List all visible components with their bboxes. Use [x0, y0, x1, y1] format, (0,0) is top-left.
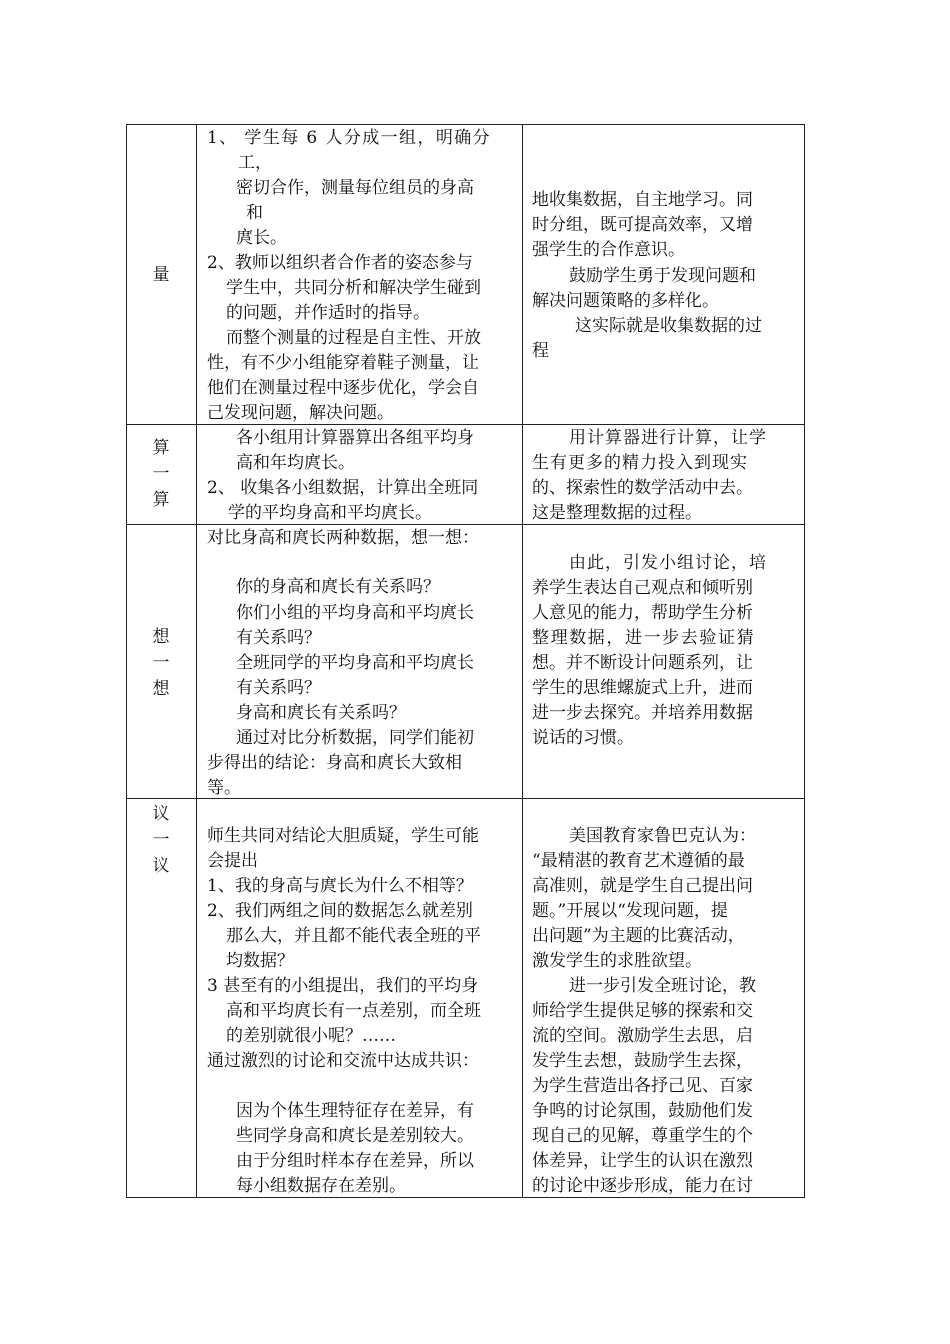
- note-line: 这是整理数据的过程。: [532, 503, 702, 523]
- content-line: 的差别就很小呢？……: [226, 1026, 396, 1046]
- content-line: 学的平均身高和平均庹长。: [228, 503, 432, 523]
- note-line: 现自己的见解，尊重学生的个: [532, 1126, 753, 1146]
- content-line: 2、我们两组之间的数据怎么就差别: [207, 901, 473, 921]
- content-line: 你的身高和庹长有关系吗？: [236, 577, 440, 597]
- note-line: 高准则，就是学生自己提出问: [532, 876, 753, 896]
- note-line: 体差异，让学生的认识在激烈: [532, 1151, 753, 1171]
- row-label-char: 想: [152, 627, 170, 647]
- note-line: 这实际就是收集数据的过: [575, 316, 762, 336]
- row-label: [127, 801, 195, 879]
- note-line: 争鸣的讨论氛围，鼓励他们发: [532, 1101, 753, 1121]
- content-line: 他们在测量过程中逐步优化，学会自: [207, 378, 479, 398]
- note-line: 出问题”为主题的比赛活动，: [532, 926, 745, 946]
- row-label-char: 议: [152, 856, 170, 876]
- content-line: 和: [246, 203, 263, 223]
- content-line: 己发现问题，解决问题。: [207, 403, 394, 423]
- note-line: 时分组，既可提高效率，又增: [532, 215, 753, 235]
- row-label-char: 一: [152, 653, 170, 673]
- row-label-char: 想: [152, 679, 170, 699]
- content-line: 的问题，并作适时的指导。: [226, 303, 430, 323]
- content-line: 均数据？: [226, 951, 294, 971]
- row-label-char: 一: [152, 464, 170, 484]
- note-line: 师给学生提供足够的探索和交: [532, 1001, 753, 1021]
- content-line: 高和年均庹长。: [236, 453, 355, 473]
- content-line: 密切合作，测量每位组员的身高: [236, 178, 474, 198]
- note-line: 地收集数据，自主地学习。同: [532, 190, 753, 210]
- content-line: 等。: [207, 778, 241, 798]
- content-line: 由于分组时样本存在差异，所以: [236, 1151, 474, 1171]
- content-line: 步得出的结论：身高和庹长大致相: [207, 753, 462, 773]
- content-line: 性，有不少小组能穿着鞋子测量，让: [207, 353, 479, 373]
- table-border-right: [804, 124, 805, 1198]
- content-line: 1、 学生每 6 人分成一组，明确分: [207, 128, 492, 148]
- content-line: 而整个测量的过程是自主性、开放: [226, 328, 481, 348]
- column-divider: [522, 124, 523, 1198]
- content-line: 那么大，并且都不能代表全班的平: [226, 926, 481, 946]
- content-line: 通过激烈的讨论和交流中达成共识：: [207, 1051, 479, 1071]
- row-label-char: 议: [152, 804, 170, 824]
- content-line: 你们小组的平均身高和平均庹长: [236, 603, 474, 623]
- content-line: 学生中，共同分析和解决学生碰到: [226, 278, 481, 298]
- note-line: 的、探索性的数学活动中去。: [532, 478, 753, 498]
- note-line: 发学生去想，鼓励学生去探，: [532, 1051, 753, 1071]
- note-line: 整理数据，进一步去验证猜: [532, 628, 756, 648]
- content-line: 有关系吗？: [236, 678, 321, 698]
- note-line: 说话的习惯。: [532, 728, 634, 748]
- row-label-char: 量: [152, 265, 170, 285]
- content-line: 2、 收集各小组数据，计算出全班同: [207, 478, 479, 498]
- note-line: 解决问题策略的多样化。: [532, 291, 719, 311]
- content-line: 对比身高和庹长两种数据，想一想：: [207, 528, 479, 548]
- note-line: 进一步去探究。并培养用数据: [532, 703, 753, 723]
- note-line: 由此，引发小组讨论，培: [569, 553, 767, 573]
- content-line: 3 甚至有的小组提出，我们的平均身: [207, 976, 479, 996]
- note-line: “最精湛的教育艺术遵循的最: [532, 851, 745, 871]
- content-line: 每小组数据存在差别。: [236, 1176, 406, 1196]
- content-line: 各小组用计算器算出各组平均身: [236, 428, 474, 448]
- note-line: 美国教育家鲁巴克认为：: [569, 826, 756, 846]
- table-border-top: [126, 124, 805, 125]
- note-line: 进一步引发全班讨论，教: [569, 976, 756, 996]
- note-line: 人意见的能力，帮助学生分析: [532, 603, 753, 623]
- note-line: 想。并不断设计问题系列，让: [532, 653, 753, 673]
- row-label-char: 算: [152, 438, 170, 458]
- note-line: 强学生的合作意识。: [532, 240, 685, 260]
- content-line: 师生共同对结论大胆质疑，学生可能: [207, 826, 479, 846]
- content-line: 因为个体生理特征存在差异，有: [236, 1101, 474, 1121]
- row-label: [127, 624, 195, 702]
- column-divider: [196, 124, 197, 1198]
- content-line: 全班同学的平均身高和平均庹长: [236, 653, 474, 673]
- content-line: 2、教师以组织者合作者的姿态参与: [207, 253, 473, 273]
- content-line: 有关系吗？: [236, 628, 321, 648]
- note-line: 生有更多的精力投入到现实: [532, 453, 748, 473]
- note-line: 的讨论中逐步形成，能力在讨: [532, 1176, 753, 1196]
- note-line: 题。”开展以“发现问题，提: [532, 901, 728, 921]
- content-line: 会提出: [207, 851, 258, 871]
- note-line: 程: [532, 341, 549, 361]
- note-line: 鼓励学生勇于发现问题和: [569, 266, 756, 286]
- row-label: [127, 262, 195, 288]
- note-line: 养学生表达自己观点和倾听别: [532, 578, 753, 598]
- row-label-char: 一: [152, 830, 170, 850]
- note-line: 激发学生的求胜欲望。: [532, 951, 702, 971]
- row-label: [127, 435, 195, 513]
- note-line: 用计算器进行计算，让学: [569, 428, 767, 448]
- row-label-char: 算: [152, 490, 170, 510]
- content-line: 工，: [238, 153, 272, 173]
- note-line: 为学生营造出各抒己见、百家: [532, 1076, 753, 1096]
- content-line: 1、我的身高与庹长为什么不相等？: [207, 876, 473, 896]
- content-line: 庹长。: [236, 228, 287, 248]
- content-line: 身高和庹长有关系吗？: [236, 703, 406, 723]
- note-line: 流的空间。激励学生去思，启: [532, 1026, 753, 1046]
- content-line: 高和平均庹长有一点差别，而全班: [226, 1001, 481, 1021]
- content-line: 通过对比分析数据，同学们能初: [236, 728, 474, 748]
- note-line: 学生的思维螺旋式上升，进而: [532, 678, 753, 698]
- content-line: 些同学身高和庹长是差别较大。: [236, 1126, 474, 1146]
